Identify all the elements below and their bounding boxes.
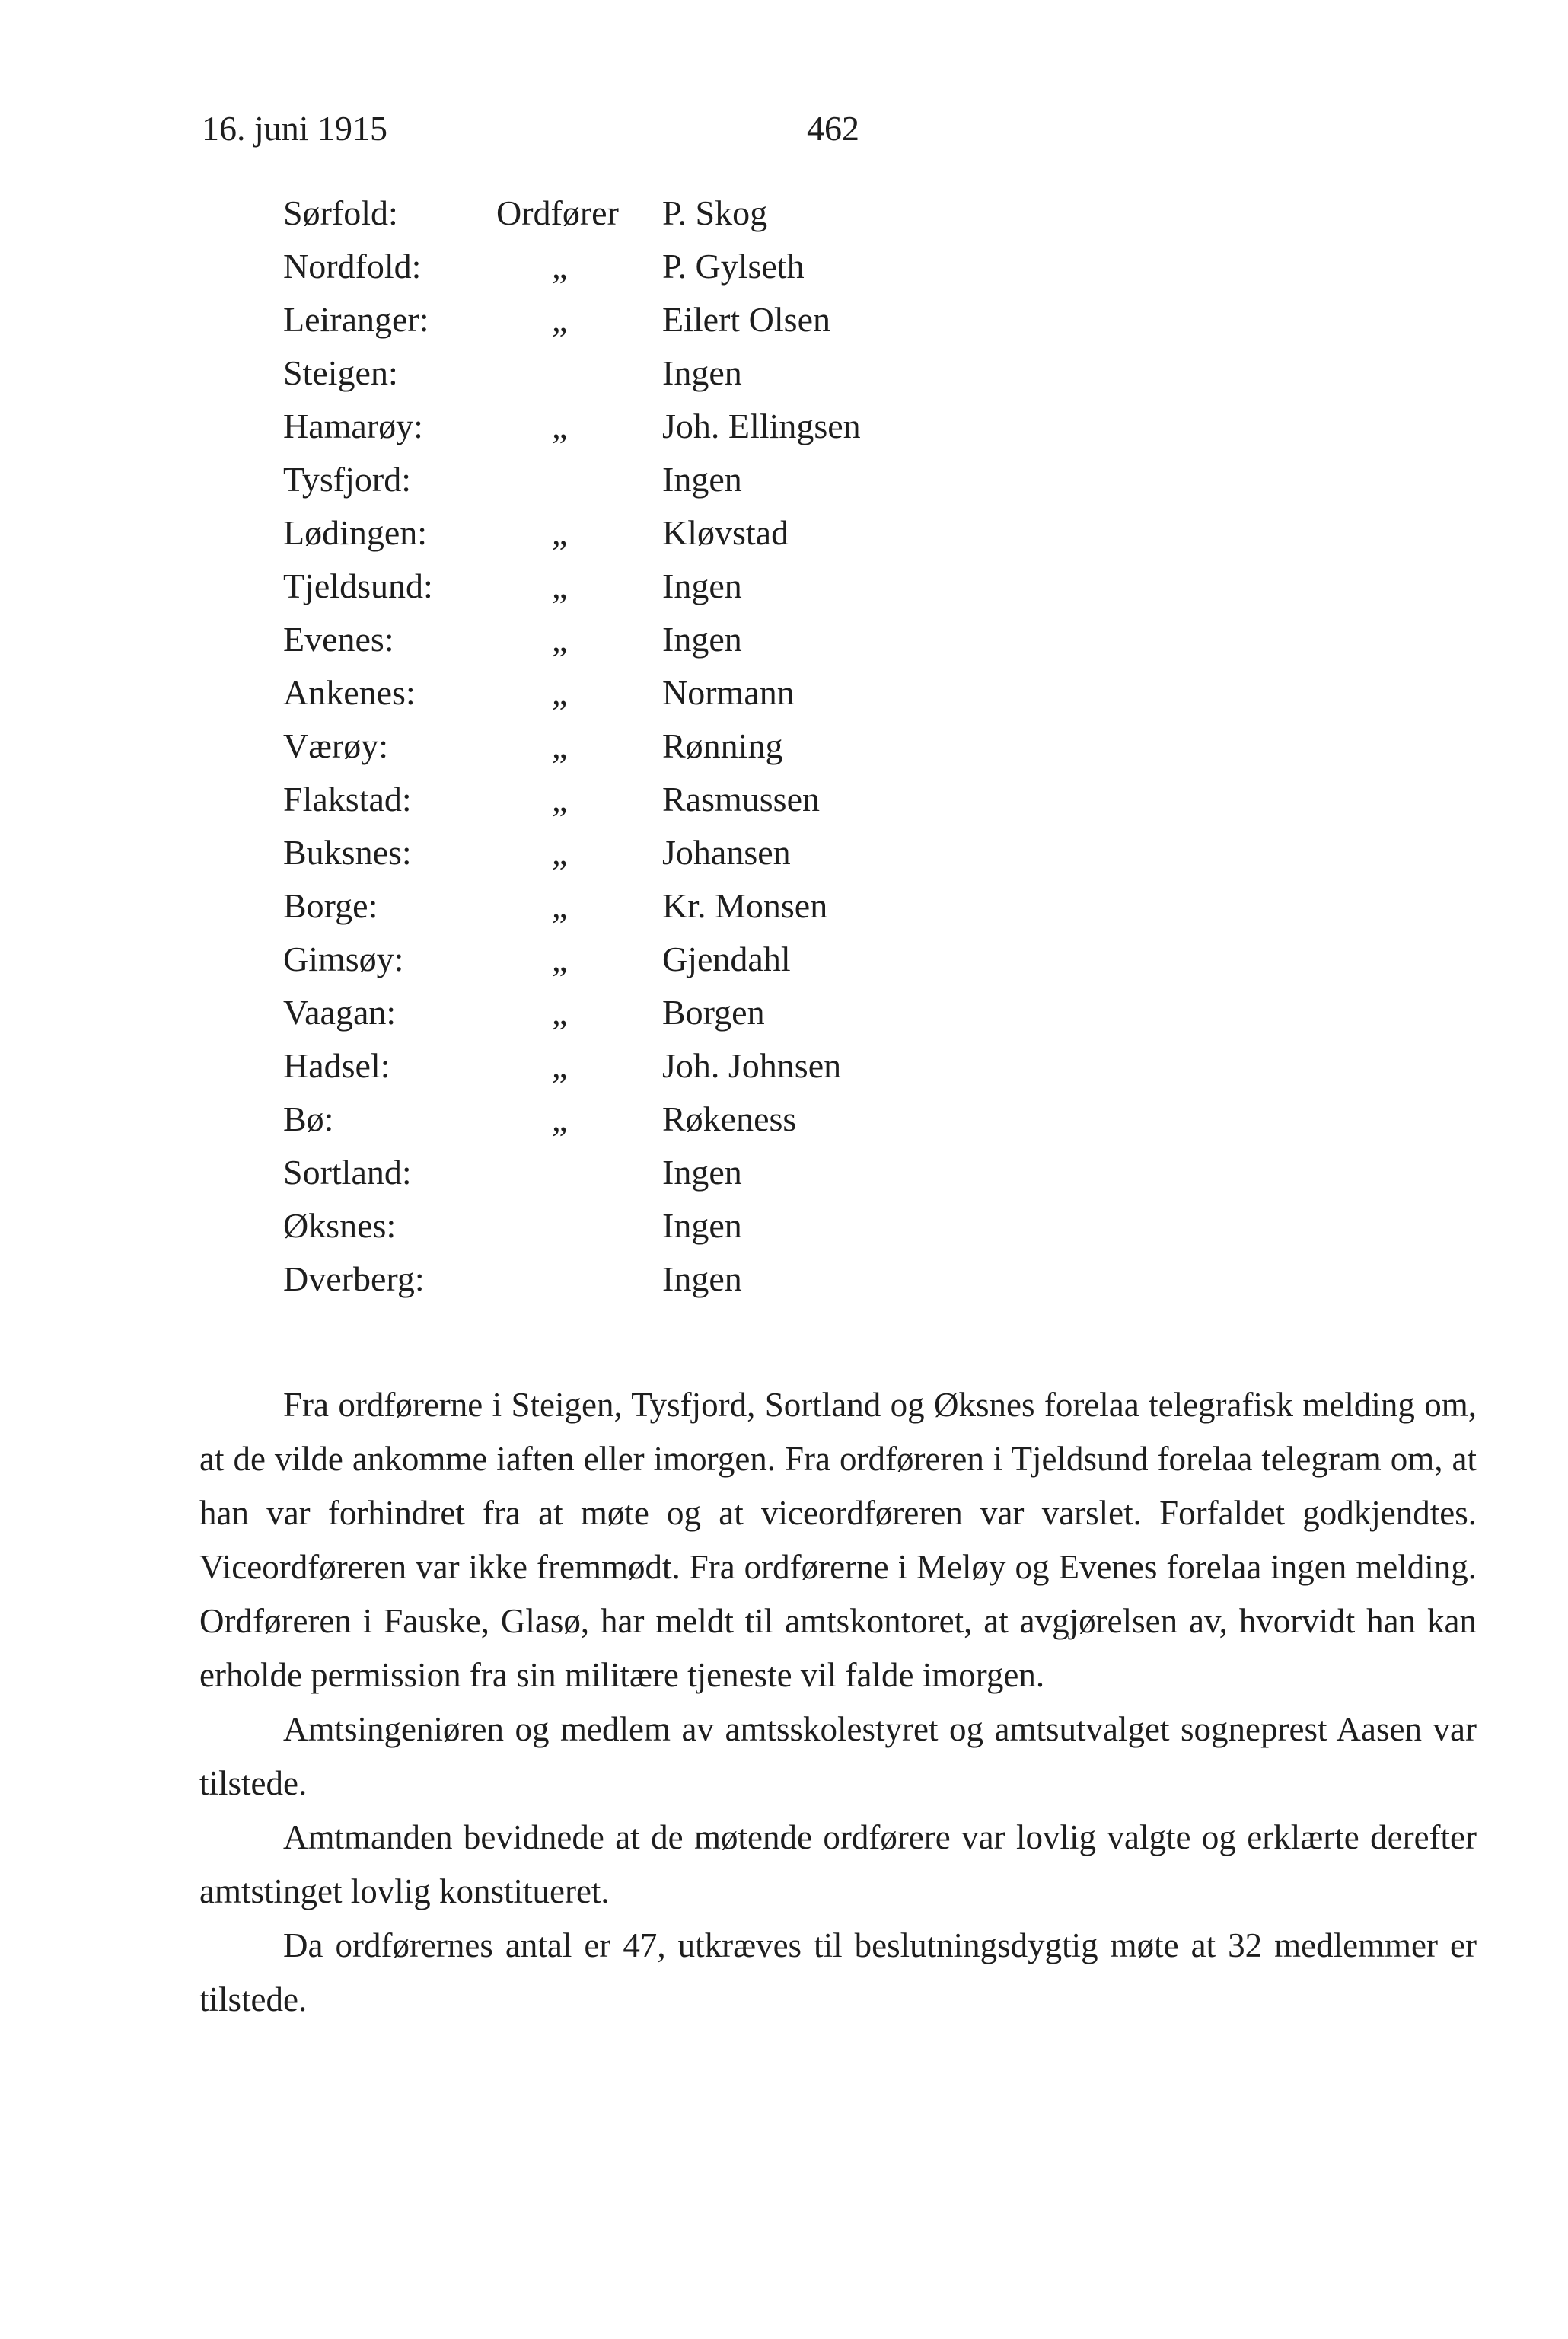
ditto-mark: „ [552,940,568,978]
ditto-mark: „ [552,513,568,552]
municipality-name: Bø: [283,1099,334,1138]
roster-row [0,400,1568,453]
paragraph: Da ordførernes antal er 47, utkræves til beslutningsdygtig møte at 32 medlemmer er tilstede. [199,1926,1477,2018]
mayor-name: Kr. Monsen [662,886,828,925]
roster-row [0,613,1568,666]
mayor-name: Borgen [662,993,765,1032]
mayor-name: Johansen [662,833,791,872]
municipality-name: Leiranger: [283,300,429,339]
mayor-name: Rasmussen [662,780,820,818]
roster-row [0,187,1568,240]
municipality-name: Vaagan: [283,993,397,1032]
office-title: Ordfører [496,193,619,232]
mayor-name: Ingen [662,1259,742,1298]
ditto-mark: „ [552,1099,568,1138]
roster-row [0,879,1568,933]
ditto-mark: „ [552,833,568,872]
roster-row [0,826,1568,879]
municipality-name: Gimsøy: [283,940,404,978]
roster-row [0,666,1568,720]
municipality-name: Borge: [283,886,378,925]
ditto-mark: „ [552,300,568,339]
municipality-name: Flakstad: [283,780,412,818]
municipality-name: Ankenes: [283,673,416,712]
roster-row [0,560,1568,613]
ditto-mark: „ [552,673,568,712]
header-date: 16. juni 1915 [202,109,388,148]
roster-row [0,986,1568,1039]
roster-row [0,933,1568,986]
mayor-name: Normann [662,673,795,712]
roster-row [0,1199,1568,1252]
roster-row [0,293,1568,346]
municipality-name: Steigen: [283,353,398,392]
paragraph: Amtmanden bevidnede at de møtende ordførere var lovlig valgte og erklærte derefter amtstinget lovlig konstitueret. [199,1818,1477,1910]
ditto-mark: „ [552,780,568,818]
mayor-name: Ingen [662,620,742,659]
mayor-name: Gjendahl [662,940,791,978]
municipality-name: Øksnes: [283,1206,397,1245]
mayor-name: Joh. Ellingsen [662,407,861,445]
ditto-mark: „ [552,407,568,445]
ditto-mark: „ [552,566,568,605]
running-head [0,108,1568,161]
ditto-mark: „ [552,1046,568,1085]
mayor-name: P. Skog [662,193,768,232]
municipality-name: Nordfold: [283,247,422,286]
mayor-name: Røkeness [662,1099,797,1138]
ditto-mark: „ [552,247,568,286]
municipality-name: Lødingen: [283,513,428,552]
mayor-name: Rønning [662,726,783,765]
mayor-name: P. Gylseth [662,247,805,286]
mayor-name: Ingen [662,1206,742,1245]
mayor-name: Ingen [662,353,742,392]
mayor-roster [0,187,1568,1306]
mayor-name: Ingen [662,460,742,499]
roster-row [0,1039,1568,1093]
roster-row [0,720,1568,773]
ditto-mark: „ [552,993,568,1032]
municipality-name: Evenes: [283,620,394,659]
municipality-name: Sortland: [283,1153,412,1192]
page-number: 462 [807,109,859,148]
municipality-name: Tysfjord: [283,460,411,499]
body-text [199,1378,1477,2027]
roster-row [0,1146,1568,1199]
municipality-name: Sørfold: [283,193,398,232]
paragraph: Fra ordførerne i Steigen, Tysfjord, Sortland og Øksnes forelaa telegrafisk melding om, at de vilde ankomme iaften eller imorgen. Fra ordføreren i Tjeldsund forelaa telegram om, at han var forhindret fra at møte og at viceordføreren var varslet. Forfaldet godkjendtes. Viceordføreren var ikke fremmødt. Fra ordførerne i Meløy og Evenes forelaa ingen melding. Ordføreren i Fauske, Glasø, har meldt til amtskontoret, at avgjørelsen av, hvorvidt han kan erholde permission fra sin militære tjeneste vil falde imorgen. [199,1386,1477,1694]
mayor-name: Ingen [662,566,742,605]
roster-row [0,240,1568,293]
ditto-mark: „ [552,726,568,765]
mayor-name: Ingen [662,1153,742,1192]
ditto-mark: „ [552,620,568,659]
roster-row [0,346,1568,400]
roster-row [0,773,1568,826]
ditto-mark: „ [552,886,568,925]
roster-row [0,453,1568,506]
mayor-name: Kløvstad [662,513,789,552]
municipality-name: Hadsel: [283,1046,390,1085]
mayor-name: Joh. Johnsen [662,1046,842,1085]
municipality-name: Værøy: [283,726,388,765]
municipality-name: Hamarøy: [283,407,423,445]
municipality-name: Buksnes: [283,833,412,872]
roster-row [0,1252,1568,1306]
municipality-name: Dverberg: [283,1259,425,1298]
paragraph: Amtsingeniøren og medlem av amtsskolestyret og amtsutvalget sogneprest Aasen var tilstede. [199,1710,1477,1802]
roster-row [0,1093,1568,1146]
municipality-name: Tjeldsund: [283,566,433,605]
mayor-name: Eilert Olsen [662,300,830,339]
roster-row [0,506,1568,560]
